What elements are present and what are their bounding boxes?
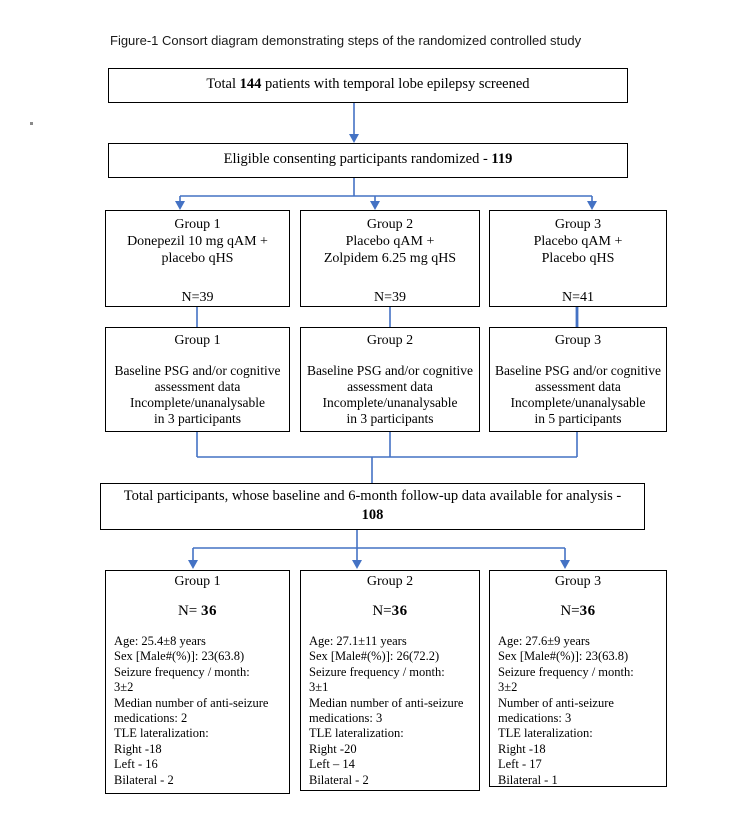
attrition-box-group1 bbox=[105, 327, 290, 432]
text-line: assessment data bbox=[535, 379, 621, 394]
allocation-box-group2 bbox=[300, 210, 480, 307]
text-line: medications: 3 bbox=[309, 711, 383, 726]
text-line: Age: 25.4±8 years bbox=[114, 634, 206, 648]
text-line: Baseline PSG and/or cognitive bbox=[306, 363, 474, 378]
screened-text-suffix: patients with temporal lobe epilepsy screened bbox=[261, 76, 530, 92]
text-line: Left - 16 bbox=[114, 757, 158, 772]
text-line: Seizure frequency / month: bbox=[309, 664, 445, 679]
text-line: Baseline PSG and/or cognitive bbox=[114, 363, 281, 378]
outcome-box-group2 bbox=[300, 570, 480, 791]
text-line: 3±1 bbox=[309, 680, 329, 695]
analysis-count: 108 bbox=[361, 507, 384, 523]
screened-text-prefix: Total bbox=[206, 76, 240, 92]
text-line: medications: 3 bbox=[498, 711, 572, 726]
merge-attrition-to-analysis bbox=[197, 432, 577, 483]
text-line: Number of anti-seizure bbox=[498, 695, 614, 710]
text-line: Seizure frequency / month: bbox=[114, 664, 250, 679]
text-line: Incomplete/unanalysable bbox=[510, 395, 646, 410]
stubs-allocation-to-attrition bbox=[197, 307, 577, 327]
n-prefix: N= bbox=[372, 603, 392, 619]
allocation-box-group1 bbox=[105, 210, 290, 307]
attrition-lines bbox=[106, 363, 289, 427]
group-title: Group 1 bbox=[174, 217, 221, 232]
group-n: N=39 bbox=[181, 290, 214, 305]
text-line: Left – 14 bbox=[309, 757, 355, 772]
n-count: 36 bbox=[391, 603, 408, 619]
allocation-line: placebo qHS bbox=[161, 251, 234, 266]
outcome-box-group1 bbox=[105, 570, 290, 794]
text-line: Incomplete/unanalysable bbox=[322, 395, 458, 410]
split-analysis-to-outcome bbox=[188, 530, 570, 569]
text-line: Age: 27.1±11 years bbox=[309, 634, 407, 648]
allocation-line: Placebo qAM + bbox=[533, 234, 623, 249]
screened-box bbox=[108, 68, 628, 103]
outcome-box-group3 bbox=[489, 570, 667, 787]
text-line: Age: 27.6±9 years bbox=[498, 634, 590, 648]
group-title: Group 2 bbox=[366, 574, 414, 589]
text-line: Sex [Male#(%)]: 26(72.2) bbox=[309, 649, 440, 664]
text-line: Right -18 bbox=[114, 741, 162, 756]
group-title: Group 3 bbox=[554, 333, 602, 348]
group-title: Group 1 bbox=[174, 333, 221, 348]
group-n bbox=[490, 603, 666, 620]
allocation-line: Placebo qHS bbox=[541, 251, 615, 266]
text-line: 3±2 bbox=[498, 680, 518, 695]
outcome-stats bbox=[301, 634, 479, 788]
text-line: Sex [Male#(%)]: 23(63.8) bbox=[114, 649, 245, 664]
split-randomized-to-groups bbox=[175, 178, 597, 210]
outcome-stats bbox=[106, 634, 289, 788]
text-line: Bilateral - 2 bbox=[309, 772, 369, 787]
attrition-lines bbox=[301, 363, 479, 427]
screened-count: 144 bbox=[239, 76, 262, 92]
text-line: assessment data bbox=[347, 379, 433, 394]
randomized-count: 119 bbox=[491, 151, 513, 167]
attrition-box-group2 bbox=[300, 327, 480, 432]
text-line: in 3 participants bbox=[346, 411, 434, 426]
text-line: Bilateral - 1 bbox=[498, 772, 558, 787]
text-line: assessment data bbox=[154, 379, 241, 394]
randomized-box bbox=[108, 143, 628, 178]
attrition-box-group3 bbox=[489, 327, 667, 432]
text-line: Sex [Male#(%)]: 23(63.8) bbox=[498, 649, 629, 664]
group-n: N=41 bbox=[561, 290, 594, 305]
group-title: Group 2 bbox=[366, 217, 414, 232]
arrow-screened-to-randomized bbox=[349, 103, 359, 143]
text-line: TLE lateralization: bbox=[114, 726, 209, 741]
text-line: Bilateral - 2 bbox=[114, 772, 174, 787]
group-n bbox=[301, 603, 479, 620]
text-line: medications: 2 bbox=[114, 711, 188, 726]
group-title: Group 3 bbox=[554, 574, 602, 589]
group-title: Group 1 bbox=[174, 574, 221, 589]
outcome-stats bbox=[490, 634, 666, 788]
text-line: Median number of anti-seizure bbox=[309, 695, 464, 710]
n-prefix: N= bbox=[177, 603, 202, 619]
allocation-line: Zolpidem 6.25 mg qHS bbox=[323, 251, 457, 266]
allocation-line: Donepezil 10 mg qAM + bbox=[127, 234, 268, 249]
text-line: Left - 17 bbox=[498, 757, 542, 772]
allocation-line: Placebo qAM + bbox=[345, 234, 435, 249]
text-line: TLE lateralization: bbox=[498, 726, 593, 741]
text-line: Seizure frequency / month: bbox=[498, 664, 634, 679]
text-line: Right -18 bbox=[498, 741, 546, 756]
text-line: in 5 participants bbox=[534, 411, 622, 426]
text-line: Median number of anti-seizure bbox=[114, 695, 269, 710]
text-line: Baseline PSG and/or cognitive bbox=[494, 363, 662, 378]
n-count: 36 bbox=[579, 603, 596, 619]
allocation-box-group3 bbox=[489, 210, 667, 307]
group-n: N=39 bbox=[373, 290, 406, 305]
text-line: Incomplete/unanalysable bbox=[130, 395, 265, 410]
n-prefix: N= bbox=[560, 603, 580, 619]
figure-title: Figure-1 Consort diagram demonstrating steps of the randomized controlled study bbox=[110, 33, 582, 48]
text-line: TLE lateralization: bbox=[309, 726, 404, 741]
text-line: 3±2 bbox=[114, 680, 134, 695]
analysis-box bbox=[100, 483, 645, 530]
text-line: in 3 participants bbox=[154, 411, 241, 426]
attrition-lines bbox=[490, 363, 666, 427]
group-n bbox=[106, 603, 289, 620]
analysis-text: Total participants, whose baseline and 6-month follow-up data available for analysis - bbox=[123, 488, 622, 504]
randomized-text: Eligible consenting participants randomized - bbox=[223, 151, 492, 167]
n-count: 36 bbox=[201, 603, 218, 619]
text-line: Right -20 bbox=[309, 741, 357, 756]
group-title: Group 3 bbox=[554, 217, 602, 232]
group-title: Group 2 bbox=[366, 333, 414, 348]
